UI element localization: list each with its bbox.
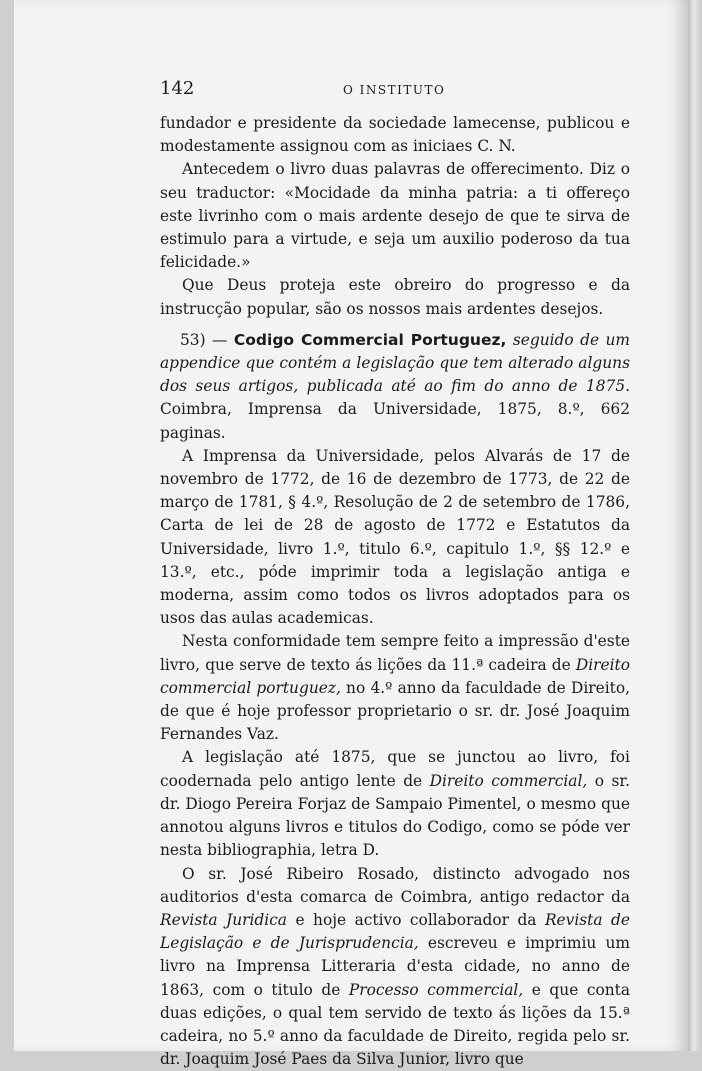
paragraph-imprensa: A Imprensa da Universidade, pelos Alvarás de 17 de novembro de 1772, de 16 de dezembro de 1773, de 22 de março de 1781, § 4.º, Resolução de 2 de setembro de 1786, Carta de lei de 28 de agosto de 1772 e Estatutos da Universidade, livro 1.º, titulo 6.º, capitulo 1.º, §§ 12.º e 13.º, etc., póde imprimir toda a legislação antiga e moderna, assim como todos os livros adoptados para os usos das aulas academicas. (160, 445, 630, 631)
bibliography-entry-53 (160, 329, 630, 445)
page-number: 142 (160, 78, 194, 99)
paragraph-conformidade (160, 630, 630, 746)
text-run: o sr. dr. Diogo Pereira Forjaz de Sampaio Pimentel, o mesmo que annotou alguns livros e titulos do Codigo, como se póde ver nesta bibliographia, letra D. (160, 772, 630, 860)
paragraph-wish: Que Deus proteja este obreiro do progresso e da instrucção popular, são os nossos mais ardentes desejos. (160, 274, 630, 320)
book-page (14, 0, 688, 1051)
text-run: O sr. José Ribeiro Rosado, distincto advogado nos auditorios d'esta comarca de Coimbra, antigo redactor da (160, 865, 630, 906)
italic-run: Direito commercial portuguez, (160, 656, 630, 697)
paragraph-rosado (160, 863, 630, 1071)
paragraph-continuation: fundador e presidente da sociedade lamecense, publicou e modestamente assignou com as iniciaes C. N. (160, 112, 630, 158)
entry-subtitle: seguido de um appendice que contém a legislação que tem alterado alguns dos seus artigos, publicada até ao fim do anno de 1875. (160, 331, 630, 395)
text-run: Nesta conformidade tem sempre feito a impressão d'este livro, que serve de texto ás lições da 11.ª cadeira de (160, 632, 630, 673)
italic-run: Processo commercial, (349, 981, 523, 999)
text-run: A legislação até 1875, que se junctou ao livro, foi coodernada pelo antigo lente de (160, 748, 630, 789)
running-title: O INSTITUTO (343, 83, 445, 97)
italic-run: Revista de Legislação e de Jurisprudencia, (160, 911, 630, 952)
entry-title: Codigo Commercial Portuguez, (234, 331, 507, 349)
page-edge-shadow (688, 0, 702, 1051)
italic-run: Direito commercial, (430, 772, 588, 790)
paragraph-legislacao (160, 746, 630, 862)
text-run: e hoje activo collaborador da (287, 911, 545, 929)
page-body (160, 112, 630, 1071)
text-run: no 4.º anno da faculdade de Direito, de que é hoje professor proprietario o sr. dr. José Joaquim Fernandes Vaz. (160, 679, 630, 743)
paragraph-dedication: Antecedem o livro duas palavras de offerecimento. Diz o seu traductor: «Mocidade da minha patria: a ti offereço este livrinho com o mais ardente desejo de que te sirva de estimulo para a virtude, e seja um auxilio poderoso da tua felicidade.» (160, 158, 630, 274)
text-run: e que conta duas edições, o qual tem servido de texto ás lições da 15.ª cadeira, no 5.º anno da faculdade de Direito, regida pelo sr. dr. Joaquim José Paes da Silva Junior, livro que (160, 981, 630, 1069)
page-header (160, 78, 630, 100)
text-run: escreveu e imprimiu um livro na Imprensa Litteraria d'esta cidade, no anno de 1863, com o titulo de (160, 934, 630, 998)
entry-number: 53) — (180, 331, 234, 349)
entry-imprint: Coimbra, Imprensa da Universidade, 1875, 8.º, 662 paginas. (160, 400, 630, 441)
italic-run: Revista Juridica (160, 911, 287, 929)
